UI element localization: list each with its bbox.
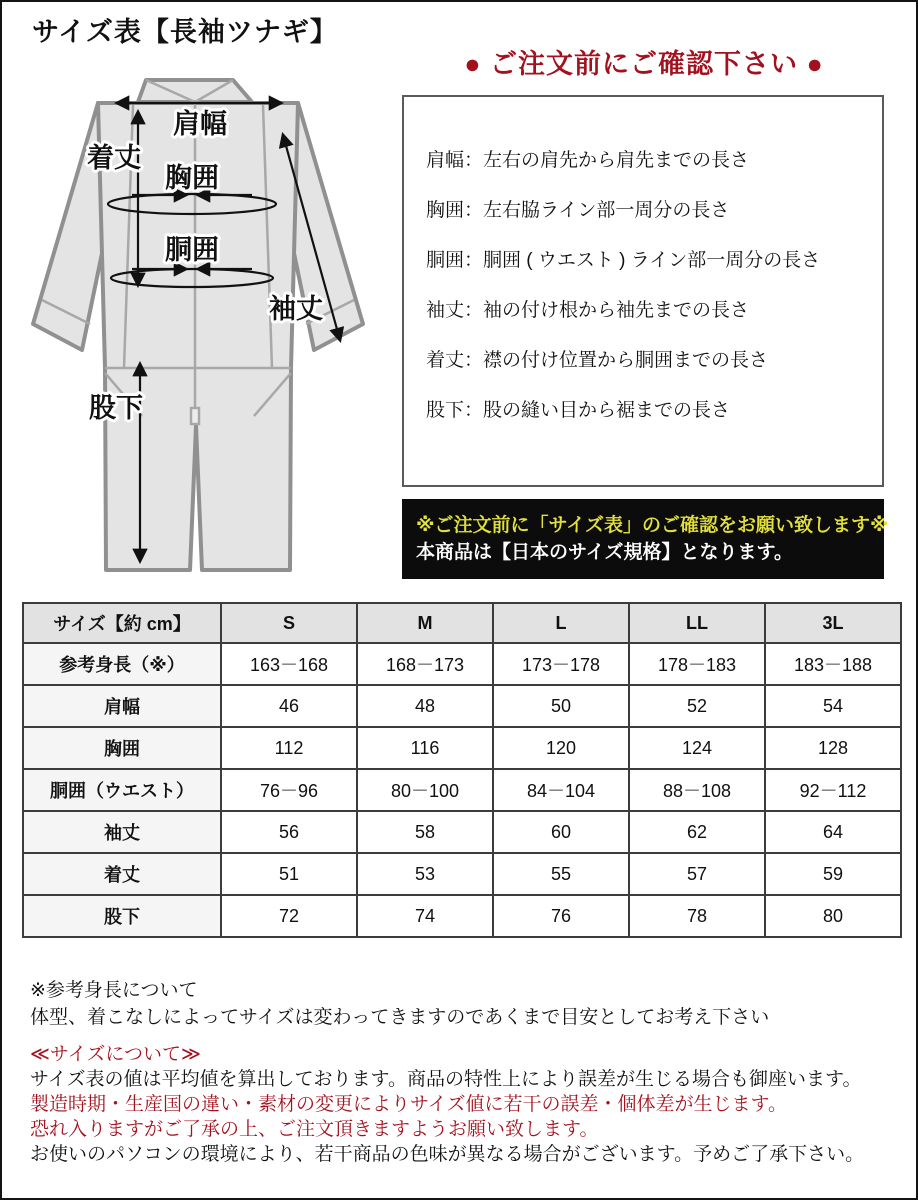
definition-shoulder: 肩幅：左右の肩先から肩先までの長さ — [426, 150, 750, 171]
table-row — [23, 895, 901, 937]
cell: 55 — [493, 853, 629, 895]
cell: 78 — [629, 895, 765, 937]
notice-heading: ● ご注文前にご確認下さい ● — [464, 49, 824, 79]
header-size-3l: 3L — [765, 603, 901, 643]
coverall-measurement-diagram — [20, 78, 392, 600]
cell: 59 — [765, 853, 901, 895]
table-row — [23, 685, 901, 727]
header-size-l: L — [493, 603, 629, 643]
definition-length: 着丈：襟の付け位置から胴囲までの長さ — [426, 350, 769, 371]
cell: 88－108 — [629, 769, 765, 811]
cell: 54 — [765, 685, 901, 727]
footnote-size-line3: 恐れ入りますがご了承の上、ご注文頂きますようお願い致します。 — [30, 1119, 599, 1140]
label-body-length: 着丈 — [87, 143, 141, 173]
cell: 53 — [357, 853, 493, 895]
label-inseam: 股下 — [89, 393, 143, 423]
cell: 120 — [493, 727, 629, 769]
size-confirmation-banner — [402, 499, 889, 579]
cell: 52 — [629, 685, 765, 727]
row-label: 股下 — [23, 895, 221, 937]
page-title: サイズ表【長袖ツナギ】 — [32, 17, 338, 47]
table-row — [23, 811, 901, 853]
cell: 64 — [765, 811, 901, 853]
label-waist: 胴囲 — [165, 235, 219, 265]
cell: 168－173 — [357, 643, 493, 685]
table-row — [23, 643, 901, 685]
cell: 92－112 — [765, 769, 901, 811]
size-table-header-row — [23, 603, 901, 643]
cell: 80－100 — [357, 769, 493, 811]
cell: 124 — [629, 727, 765, 769]
definition-inseam: 股下：股の縫い目から裾までの長さ — [426, 400, 731, 421]
footnote-about-size — [30, 1042, 864, 1167]
definition-waist: 胴囲：胴囲 ( ウエスト ) ライン部一周分の長さ — [426, 250, 821, 271]
coverall-outline — [33, 80, 363, 570]
cell: 62 — [629, 811, 765, 853]
label-shoulder-width: 肩幅 — [173, 109, 227, 139]
cell: 51 — [221, 853, 357, 895]
banner-line1: ※ご注文前に「サイズ表」のご確認をお願い致します※ — [416, 515, 889, 536]
size-table — [22, 602, 902, 938]
cell: 74 — [357, 895, 493, 937]
definition-chest: 胸囲：左右脇ライン部一周分の長さ — [426, 200, 730, 221]
cell: 57 — [629, 853, 765, 895]
footnote-height-body: 体型、着こなしによってサイズは変わってきますのであくまで目安としてお考え下さい — [30, 1007, 770, 1028]
cell: 183－188 — [765, 643, 901, 685]
cell: 173－178 — [493, 643, 629, 685]
footnote-size-title: ≪サイズについて≫ — [30, 1044, 201, 1065]
cell: 116 — [357, 727, 493, 769]
cell: 163－168 — [221, 643, 357, 685]
cell: 80 — [765, 895, 901, 937]
table-row — [23, 853, 901, 895]
header-size-s: S — [221, 603, 357, 643]
row-label: 肩幅 — [23, 685, 221, 727]
cell: 58 — [357, 811, 493, 853]
cell: 76－96 — [221, 769, 357, 811]
banner-line2: 本商品は【日本のサイズ規格】となります。 — [416, 542, 793, 563]
cell: 50 — [493, 685, 629, 727]
footnote-height-title: ※参考身長について — [30, 980, 198, 1001]
measurement-definitions-box — [402, 95, 884, 487]
label-sleeve-length: 袖丈 — [269, 294, 323, 324]
cell: 72 — [221, 895, 357, 937]
row-label: 参考身長（※） — [23, 643, 221, 685]
definition-sleeve: 袖丈：袖の付け根から袖先までの長さ — [426, 300, 750, 321]
header-size-m: M — [357, 603, 493, 643]
footnote-size-line1: サイズ表の値は平均値を算出しております。商品の特性上により誤差が生じる場合も御座います。 — [30, 1069, 862, 1090]
cell: 84－104 — [493, 769, 629, 811]
cell: 128 — [765, 727, 901, 769]
cell: 76 — [493, 895, 629, 937]
row-label: 袖丈 — [23, 811, 221, 853]
header-size-ll: LL — [629, 603, 765, 643]
row-label: 着丈 — [23, 853, 221, 895]
label-chest: 胸囲 — [165, 163, 219, 193]
table-row — [23, 727, 901, 769]
cell: 112 — [221, 727, 357, 769]
row-label: 胴囲（ウエスト） — [23, 769, 221, 811]
table-row — [23, 769, 901, 811]
cell: 48 — [357, 685, 493, 727]
footnote-size-line2: 製造時期・生産国の違い・素材の変更によりサイズ値に若干の誤差・個体差が生じます。 — [30, 1094, 787, 1115]
header-size-unit: サイズ【約 cm】 — [23, 603, 221, 643]
row-label: 胸囲 — [23, 727, 221, 769]
cell: 60 — [493, 811, 629, 853]
cell: 56 — [221, 811, 357, 853]
cell: 178－183 — [629, 643, 765, 685]
footnote-size-line4: お使いのパソコンの環境により、若干商品の色味が異なる場合がございます。予めご了承下さい。 — [30, 1144, 865, 1165]
footnote-reference-height — [30, 977, 769, 1031]
cell: 46 — [221, 685, 357, 727]
